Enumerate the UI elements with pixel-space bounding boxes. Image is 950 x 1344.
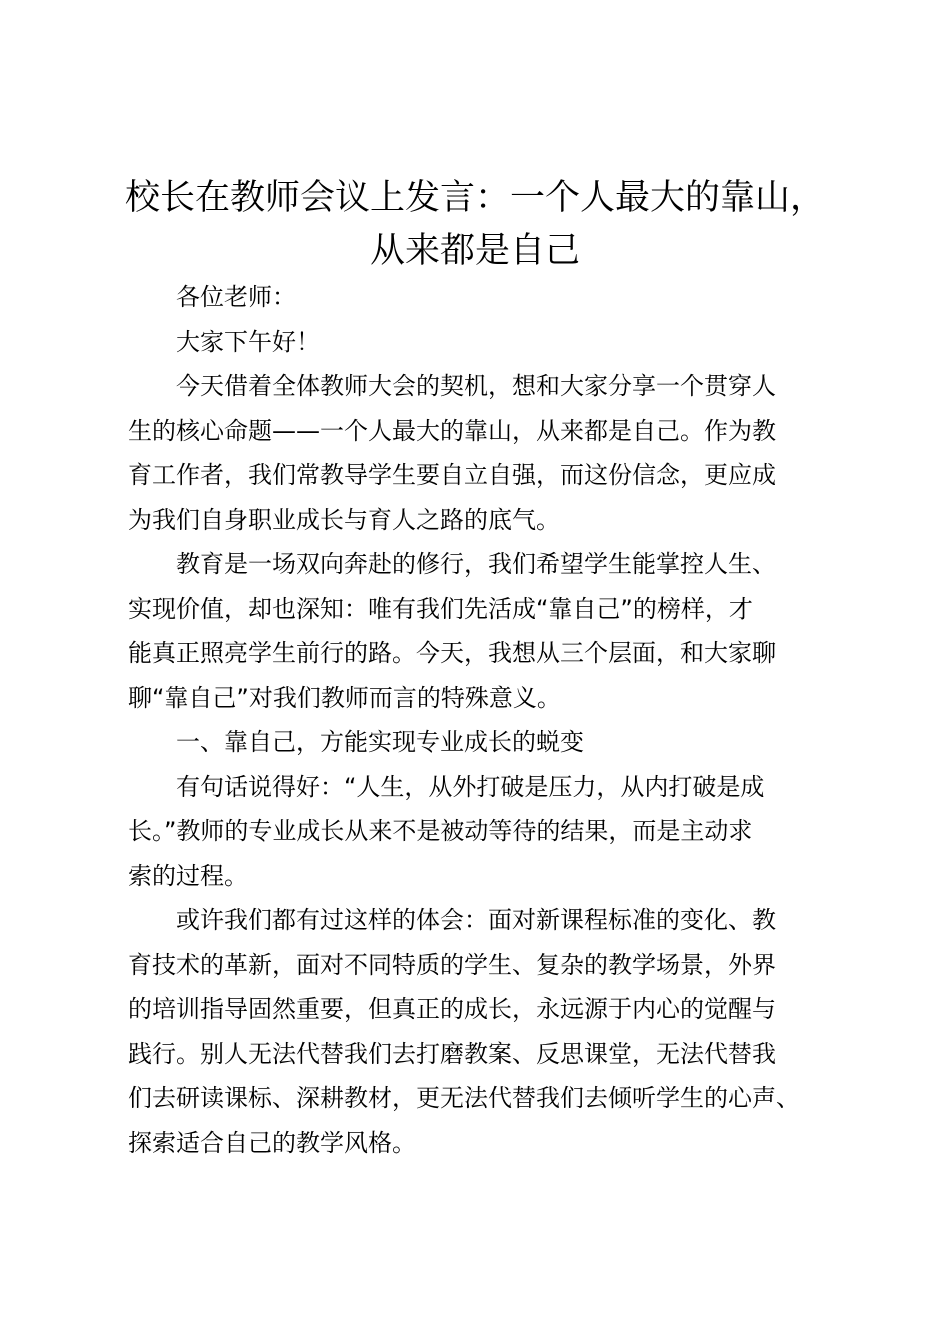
text-line: 一、靠自己，方能实现专业成长的蜕变 [176,728,584,756]
text-line: 育工作者，我们常教导学生要自立自强，而这份信念，更应成 [128,461,776,489]
text-line: 索的过程。 [128,861,248,890]
text-line: 探索适合自己的教学风格。 [128,1128,416,1157]
salutation [128,275,848,320]
paragraph [128,364,848,542]
text-line: 的培训指导固然重要，但真正的成长，永远源于内心的觉醒与 [128,995,776,1023]
text-line: 教育是一场双向奔赴的修行，我们希望学生能掌控人生、 [176,550,776,578]
text-line: 践行。别人无法代替我们去打磨教案、反思课堂，无法代替我 [128,1039,776,1068]
text-line: 们去研读课标、深耕教材，更无法代替我们去倾听学生的心声、 [128,1084,800,1112]
text-line: 大家下午好！ [176,327,320,356]
text-line: 各位老师： [176,283,296,311]
text-line: 生的核心命题——一个人最大的靠山，从来都是自己。作为教 [128,416,776,445]
title-line: 从来都是自己 [369,231,580,271]
text-line: 实现价值，却也深知：唯有我们先活成“靠自己”的榜样，才 [128,594,753,623]
text-line: 今天借着全体教师大会的契机，想和大家分享一个贯穿人 [176,372,776,400]
text-line: 育技术的革新，面对不同特质的学生、复杂的教学场景，外界 [128,950,776,979]
text-line: 长。”教师的专业成长从来不是被动等待的结果，而是主动求 [128,817,753,845]
text-line: 或许我们都有过这样的体会：面对新课程标准的变化、教 [176,906,776,934]
text-line: 聊“靠自己”对我们教师而言的特殊意义。 [128,683,561,712]
text-line: 为我们自身职业成长与育人之路的底气。 [128,505,560,534]
greeting [128,320,848,365]
document-body [128,275,848,1165]
title-line: 校长在教师会议上发言：一个人最大的靠山， [124,178,825,218]
section-heading [128,720,848,765]
text-line: 有句话说得好：“人生，从外打破是压力，从内打破是成 [176,772,765,801]
paragraph [128,898,848,1165]
document-title [110,172,840,278]
paragraph [128,542,848,720]
paragraph [128,765,848,899]
text-line: 能真正照亮学生前行的路。今天，我想从三个层面，和大家聊 [128,639,776,667]
